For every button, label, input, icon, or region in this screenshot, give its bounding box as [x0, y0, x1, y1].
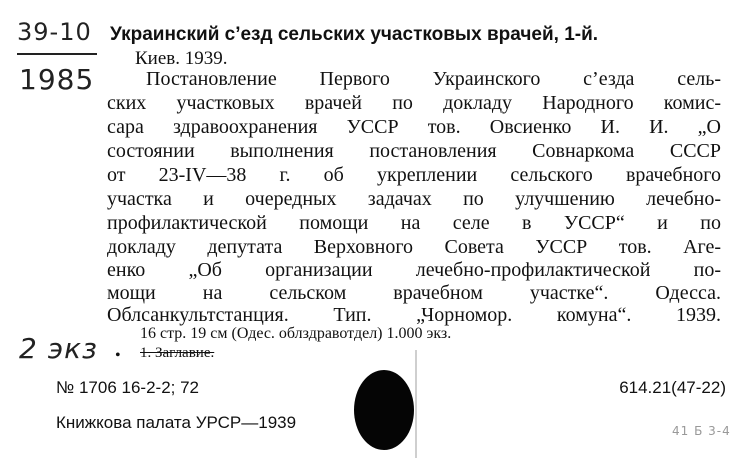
description-line: профилактической помощи на селе в УССР“ и по	[107, 212, 721, 234]
description-line: Облсанкультстанция. Тип. „Чорномор. комуна“. 1939.	[107, 304, 721, 326]
handwritten-shelfmark: 39-10	[17, 18, 92, 46]
record-number: № 1706 16-2-2; 72	[56, 378, 199, 397]
description-line: мощи на сельском врачебном участке“. Одесса.	[107, 282, 721, 304]
issuing-chamber: Книжкова палата УРСР—1939	[56, 413, 297, 432]
entry-imprint: Киев. 1939.	[135, 48, 228, 69]
description-line: Постановление Первого Украинского с’езда сель-	[146, 68, 721, 90]
description-line: участка и очередных задачах по улучшению лечебно-	[107, 188, 721, 210]
description-line: сара здравоохранения УССР тов. Овсиенко И. И. „О	[107, 116, 721, 138]
entry-heading: Украинский с’езд сельских участковых врачей, 1-й.	[110, 24, 599, 45]
bullet-dot: •	[115, 347, 121, 364]
description-line: состоянии выполнения постановления Совнаркома СССР	[107, 140, 721, 162]
handwritten-year: 1985	[19, 63, 95, 96]
struck-subject-entry: 1. Заглавие.	[140, 345, 215, 361]
description-line: ских участковых врачей по докладу Народного комис-	[107, 92, 721, 114]
handwritten-copies: 2 экз	[19, 332, 98, 365]
shelfmark-underline	[17, 53, 97, 55]
punch-hole	[354, 370, 414, 450]
description-line: от 23-IV—38 г. об укреплении сельского врачебного	[107, 164, 721, 186]
fold-mark	[415, 350, 417, 458]
collation-note: 16 стр. 19 см (Одес. облздравотдел) 1.000 экз.	[140, 325, 452, 342]
faint-pencil-note: 41 Б 3-4	[672, 424, 731, 438]
classification-code: 614.21(47-22)	[619, 378, 726, 397]
description-line: енко „Об организации лечебно-профилактической по-	[107, 259, 721, 281]
description-line: докладу депутата Верховного Совета УССР тов. Аге-	[107, 236, 721, 258]
